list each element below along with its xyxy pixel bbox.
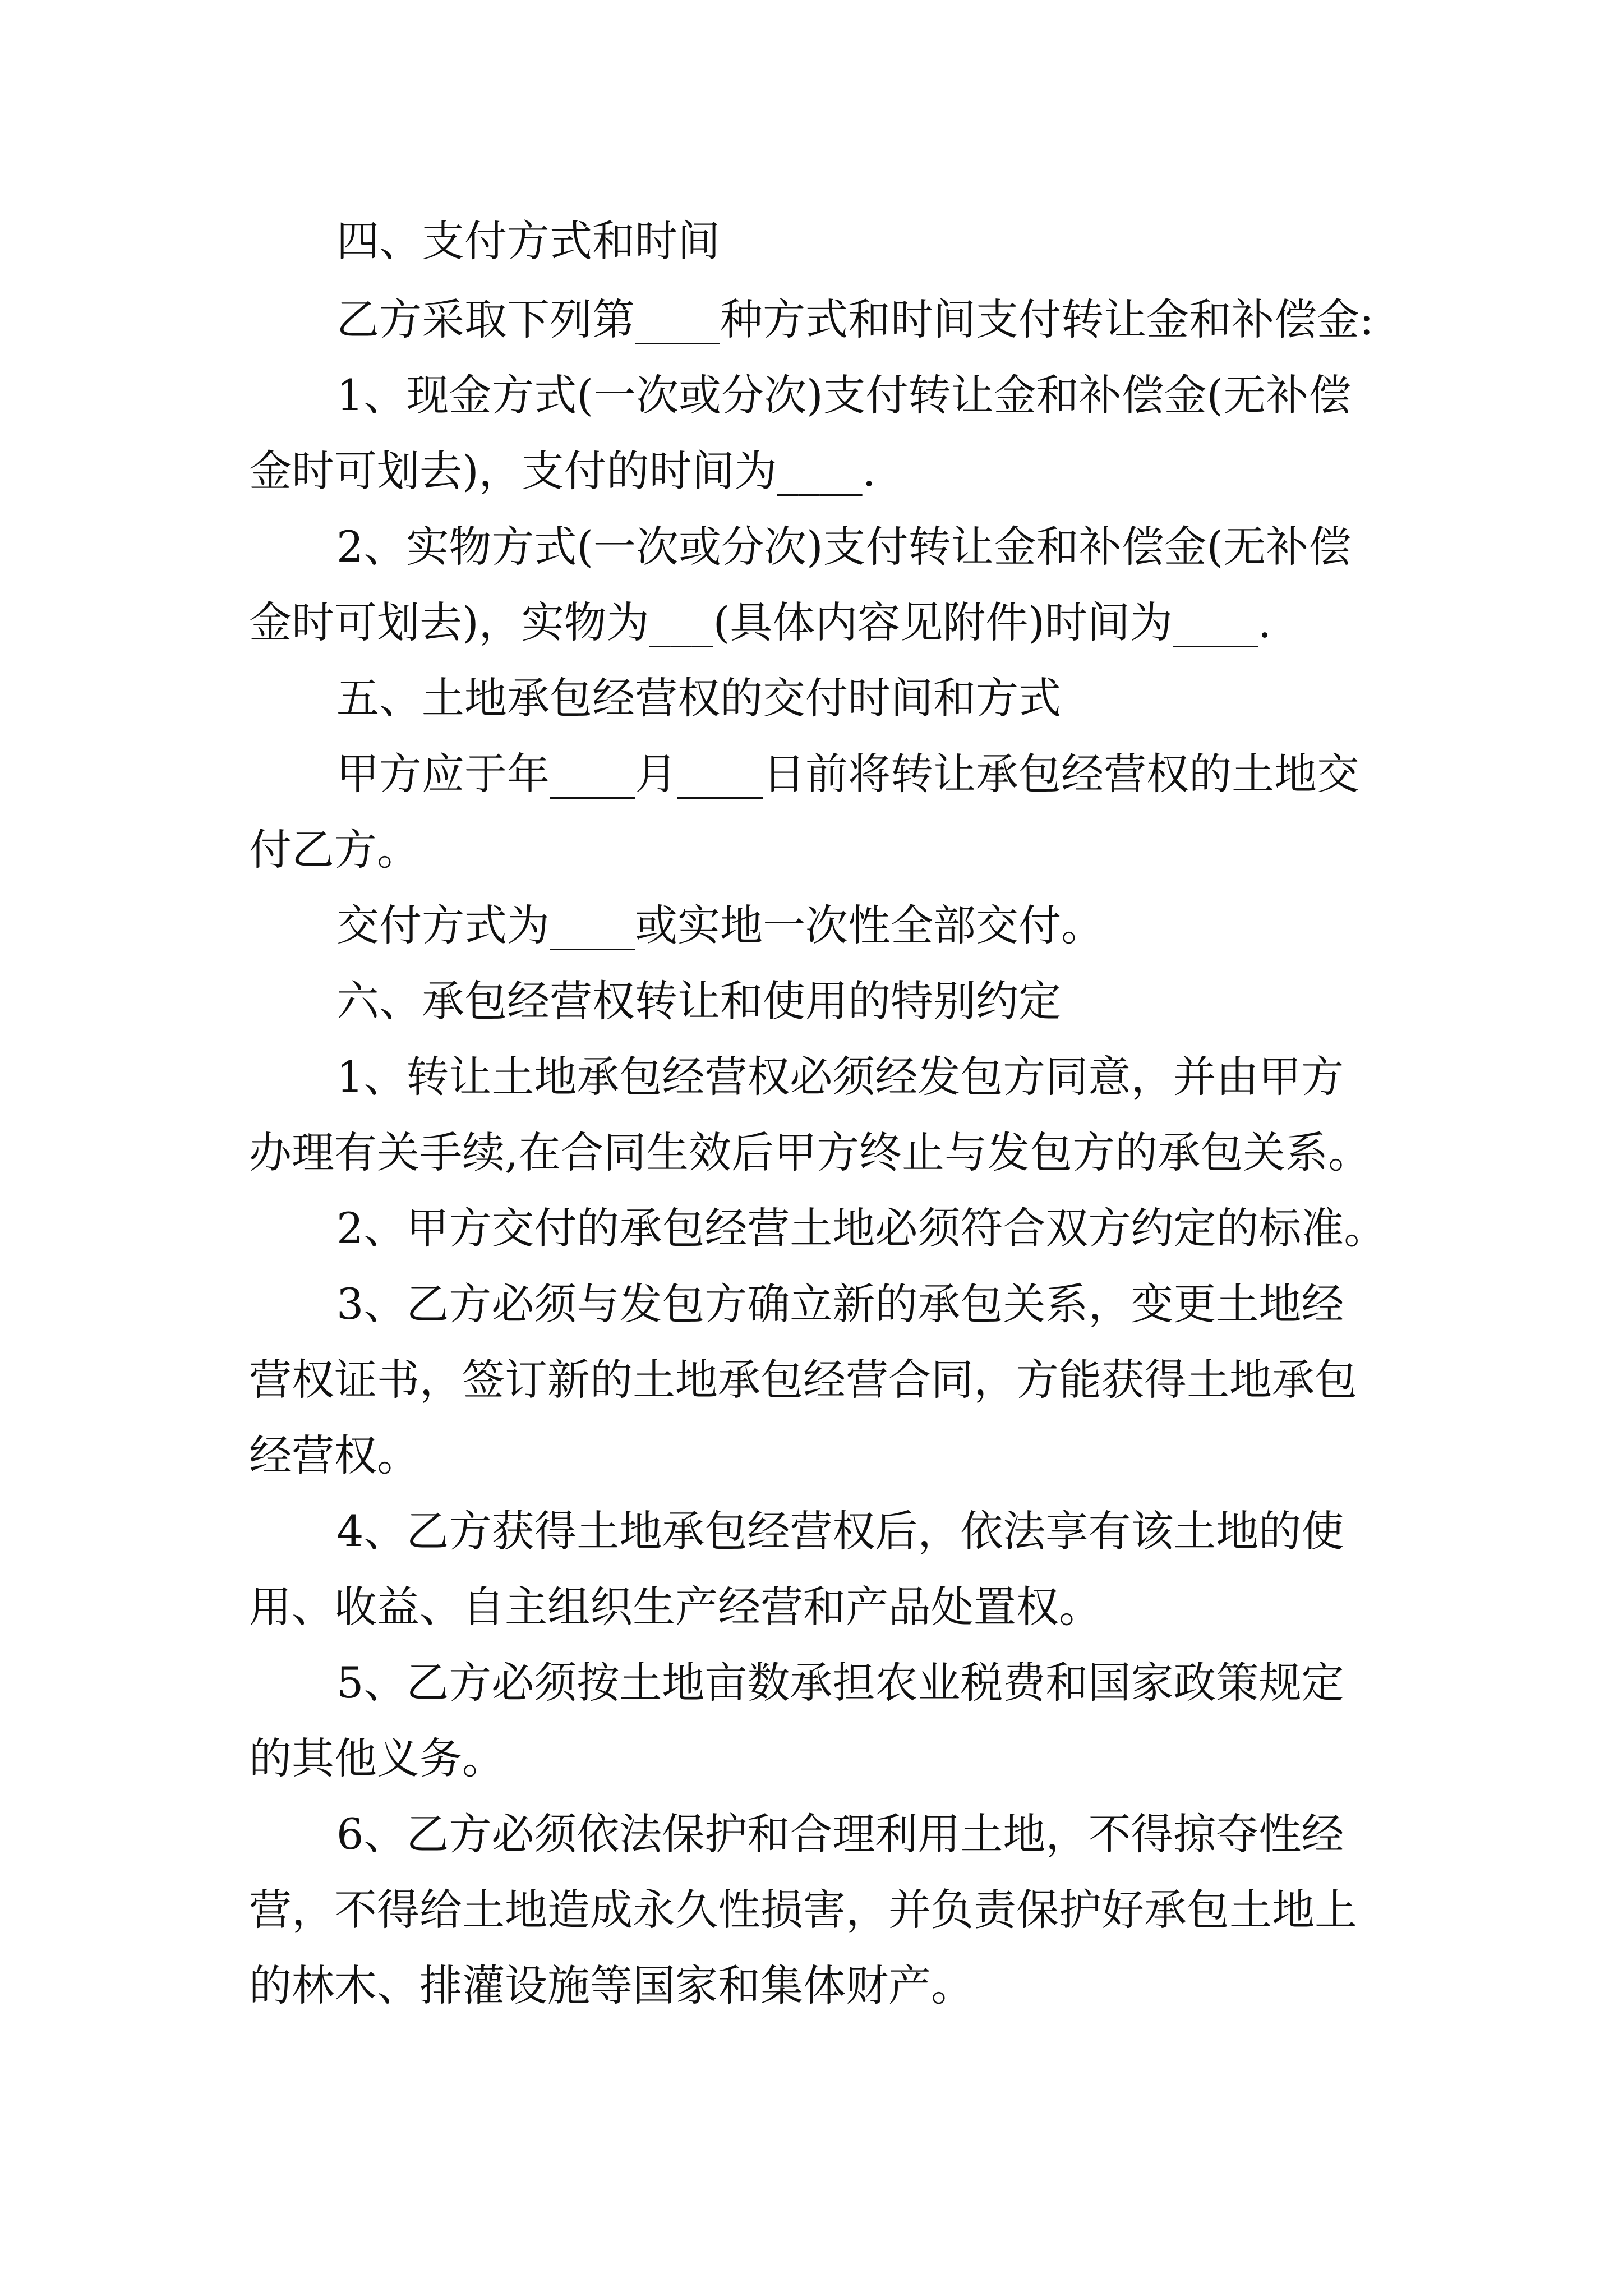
payment-choice-text: 乙方采取下列第____种方式和时间支付转让金和补偿金: — [336, 295, 1374, 344]
clause-5-line-2: 的其他义务。 — [249, 1733, 505, 1783]
clause-3-line-3: 经营权。 — [249, 1430, 419, 1480]
clause-6-line-2: 营，不得给土地造成永久性损害，并负责保护好承包土地上 — [249, 1885, 1357, 1935]
cash-payment-line-1: 1、现金方式(一次或分次)支付转让金和补偿金(无补偿 — [336, 370, 1352, 420]
clause-1-line-1: 1、转让土地承包经营权必须经发包方同意，并由甲方 — [336, 1052, 1344, 1102]
kind-payment-line-1: 2、实物方式(一次或分次)支付转让金和补偿金(无补偿 — [336, 522, 1352, 572]
delivery-method-text: 交付方式为____或实地一次性全部交付。 — [336, 900, 1104, 950]
clause-4-line-1: 4、乙方获得土地承包经营权后，依法享有该土地的使 — [336, 1506, 1344, 1556]
clause-2-text: 2、甲方交付的承包经营土地必须符合双方约定的标准。 — [336, 1203, 1387, 1253]
cash-payment-line-2: 金时可划去)，支付的时间为____. — [249, 446, 876, 496]
kind-payment-line-2: 金时可划去)，实物为___(具体内容见附件)时间为____. — [249, 597, 1272, 647]
clause-4-line-2: 用、收益、自主组织生产经营和产品处置权。 — [249, 1582, 1101, 1632]
clause-6-line-3: 的林木、排灌设施等国家和集体财产。 — [249, 1961, 974, 2010]
section-5-heading: 五、土地承包经营权的交付时间和方式 — [336, 673, 1061, 723]
clause-3-line-1: 3、乙方必须与发包方确立新的承包关系，变更土地经 — [336, 1279, 1344, 1329]
delivery-date-line-2: 付乙方。 — [249, 825, 419, 875]
clause-6-line-1: 6、乙方必须依法保护和合理利用土地，不得掠夺性经 — [336, 1809, 1344, 1859]
clause-5-line-1: 5、乙方必须按土地亩数承担农业税费和国家政策规定 — [336, 1658, 1344, 1708]
clause-1-line-2: 办理有关手续,在合同生效后甲方终止与发包方的承包关系。 — [249, 1128, 1371, 1177]
clause-3-line-2: 营权证书，签订新的土地承包经营合同，方能获得土地承包 — [249, 1355, 1357, 1405]
delivery-date-line-1: 甲方应于年____月____日前将转让承包经营权的土地交 — [336, 749, 1359, 799]
section-6-heading: 六、承包经营权转让和使用的特别约定 — [336, 976, 1061, 1026]
section-4-heading: 四、支付方式和时间 — [336, 216, 720, 266]
